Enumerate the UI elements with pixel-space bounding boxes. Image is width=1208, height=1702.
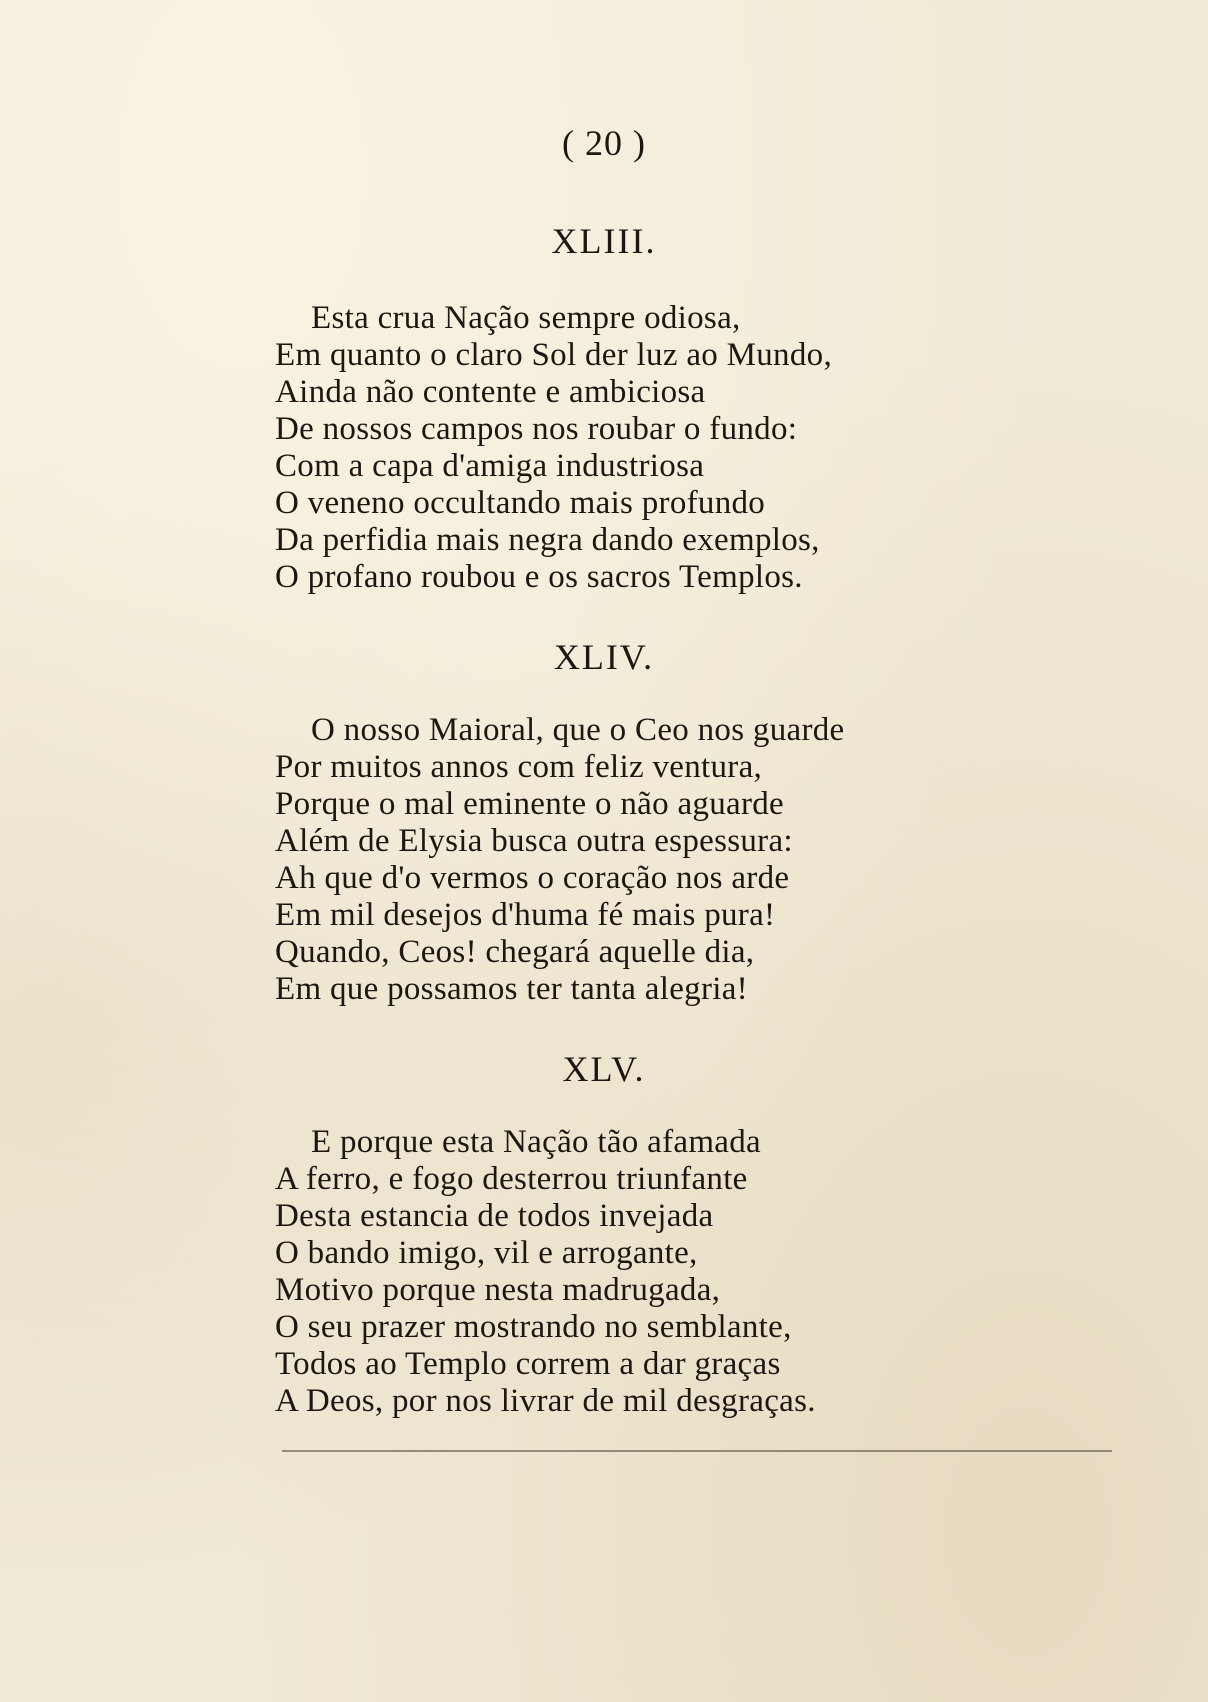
verse-line: Em que possamos ter tanta alegria! [275,971,748,1007]
verse-line: O nosso Maioral, que o Ceo nos guarde [311,712,845,748]
footnote-rule [282,1450,1112,1452]
page-number: ( 20 ) [562,123,646,163]
verse-line: De nossos campos nos roubar o fundo: [275,411,798,447]
stanza-heading-xlv: XLV. [562,1049,646,1089]
verse-line: Ah que d'o vermos o coração nos arde [275,860,790,896]
verse-line: Por muitos annos com feliz ventura, [275,749,763,785]
verse-line: Motivo porque nesta madrugada, [275,1272,721,1308]
stanza-xliv [275,712,975,1008]
verse-line: Em quanto o claro Sol der luz ao Mundo, [275,337,833,373]
verse-line: A Deos, por nos livrar de mil desgraças. [275,1383,816,1419]
verse-line: O profano roubou e os sacros Templos. [275,559,803,595]
verse-line: Além de Elysia busca outra espessura: [275,823,793,859]
stanza-xlv [275,1124,975,1420]
verse-line: Quando, Ceos! chegará aquelle dia, [275,934,755,970]
verse-line: O bando imigo, vil e arrogante, [275,1235,698,1271]
verse-line: Em mil desejos d'huma fé mais pura! [275,897,776,933]
stanza-xliii [275,300,975,596]
verse-line: Com a capa d'amiga industriosa [275,448,705,484]
verse-line: E porque esta Nação tão afamada [311,1124,761,1160]
verse-line: Da perfidia mais negra dando exemplos, [275,522,820,558]
verse-line: Desta estancia de todos invejada [275,1198,714,1234]
verse-line: Todos ao Templo correm a dar graças [275,1346,781,1382]
verse-line: O veneno occultando mais profundo [275,485,766,521]
verse-line: O seu prazer mostrando no semblante, [275,1309,792,1345]
verse-line: Esta crua Nação sempre odiosa, [311,300,741,336]
verse-line: Ainda não contente e ambiciosa [275,374,706,410]
stanza-heading-xliv: XLIV. [553,637,655,677]
stanza-heading-xliii: XLIII. [551,221,657,261]
verse-line: Porque o mal eminente o não aguarde [275,786,784,822]
verse-line: A ferro, e fogo desterrou triunfante [275,1161,748,1197]
